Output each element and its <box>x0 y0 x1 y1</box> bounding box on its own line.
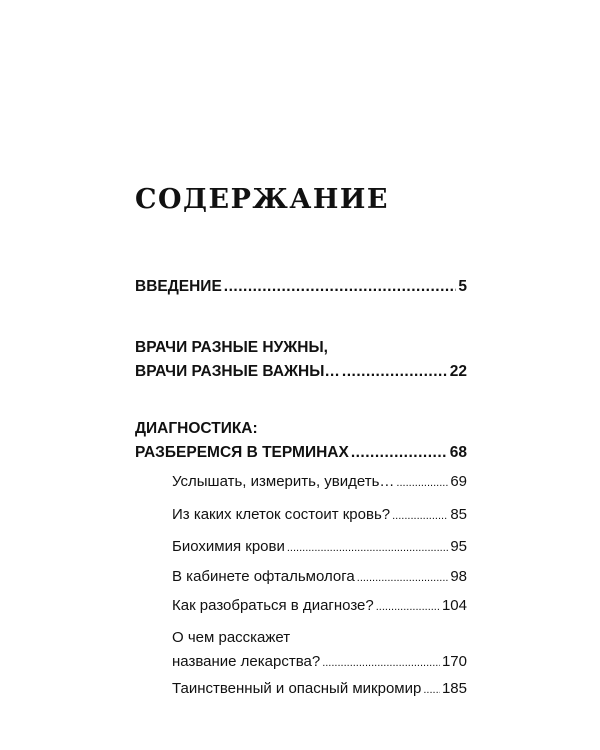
toc-subentry-title: Биохимия крови <box>172 538 285 555</box>
dot-leader <box>342 360 448 384</box>
toc-subentry[interactable] <box>172 565 467 589</box>
toc-subentry[interactable] <box>172 594 467 618</box>
toc-subentry[interactable] <box>172 470 467 494</box>
toc-entry-line <box>172 565 467 589</box>
page-title: СОДЕРЖАНИЕ <box>135 184 389 215</box>
toc-page-number: 68 <box>449 444 467 461</box>
toc-entry-doctors[interactable] <box>135 336 467 384</box>
toc-page-number: 185 <box>441 680 467 697</box>
toc-entry-line <box>172 470 467 494</box>
toc-page-number: 22 <box>449 363 467 380</box>
toc-entry-line <box>172 503 467 527</box>
toc-entry-line <box>172 594 467 618</box>
toc-subentry[interactable] <box>172 677 467 701</box>
toc-entry-line <box>172 650 467 674</box>
toc-entry-diagnostics[interactable] <box>135 417 467 465</box>
toc-page-number: 95 <box>450 538 467 555</box>
toc-subentry-title-continued: название лекарства? <box>172 653 321 670</box>
dot-leader <box>224 275 457 299</box>
toc-subentry-title: Как разобраться в диагнозе? <box>172 597 374 614</box>
toc-page-number: 85 <box>450 506 467 523</box>
toc-subentry-title: В кабинете офтальмолога <box>172 568 355 585</box>
toc-page-number: 69 <box>450 473 467 490</box>
toc-entry-title: ДИАГНОСТИКА: <box>135 420 258 437</box>
dot-leader <box>396 471 448 495</box>
dot-leader <box>423 678 440 702</box>
toc-entry-title: ВВЕДЕНИЕ <box>135 278 222 295</box>
toc-entry-title-continued: ВРАЧИ РАЗНЫЕ ВАЖНЫ… <box>135 363 340 380</box>
toc-entry-line <box>135 417 467 441</box>
toc-entry-introduction[interactable] <box>135 275 467 299</box>
toc-page-number: 98 <box>450 568 467 585</box>
dot-leader <box>392 504 448 528</box>
dot-leader <box>376 595 440 619</box>
toc-subentry[interactable] <box>172 626 467 674</box>
toc-entry-line <box>172 626 467 650</box>
toc-subentry-title: Услышать, измерить, увидеть… <box>172 473 395 490</box>
dot-leader <box>351 441 448 465</box>
toc-entry-line <box>135 441 467 465</box>
toc-subentry-title: О чем расскажет <box>172 629 291 646</box>
toc-page-number: 170 <box>441 653 467 670</box>
toc-entry-title-continued: РАЗБЕРЕМСЯ В ТЕРМИНАХ <box>135 444 349 461</box>
toc-entry-line <box>172 677 467 701</box>
toc-page-number: 5 <box>458 278 467 295</box>
toc-subentry-title: Таинственный и опасный микромир <box>172 680 422 697</box>
dot-leader <box>287 536 448 560</box>
toc-entry-line <box>172 535 467 559</box>
dot-leader <box>322 651 440 675</box>
toc-subentry[interactable] <box>172 535 467 559</box>
dot-leader <box>357 566 449 590</box>
toc-subentry-title: Из каких клеток состоит кровь? <box>172 506 391 523</box>
toc-entry-title: ВРАЧИ РАЗНЫЕ НУЖНЫ, <box>135 339 328 356</box>
toc-subentry[interactable] <box>172 503 467 527</box>
toc-entry-line <box>135 360 467 384</box>
toc-entry-line <box>135 275 467 299</box>
toc-entry-line <box>135 336 467 360</box>
toc-page-number: 104 <box>441 597 467 614</box>
